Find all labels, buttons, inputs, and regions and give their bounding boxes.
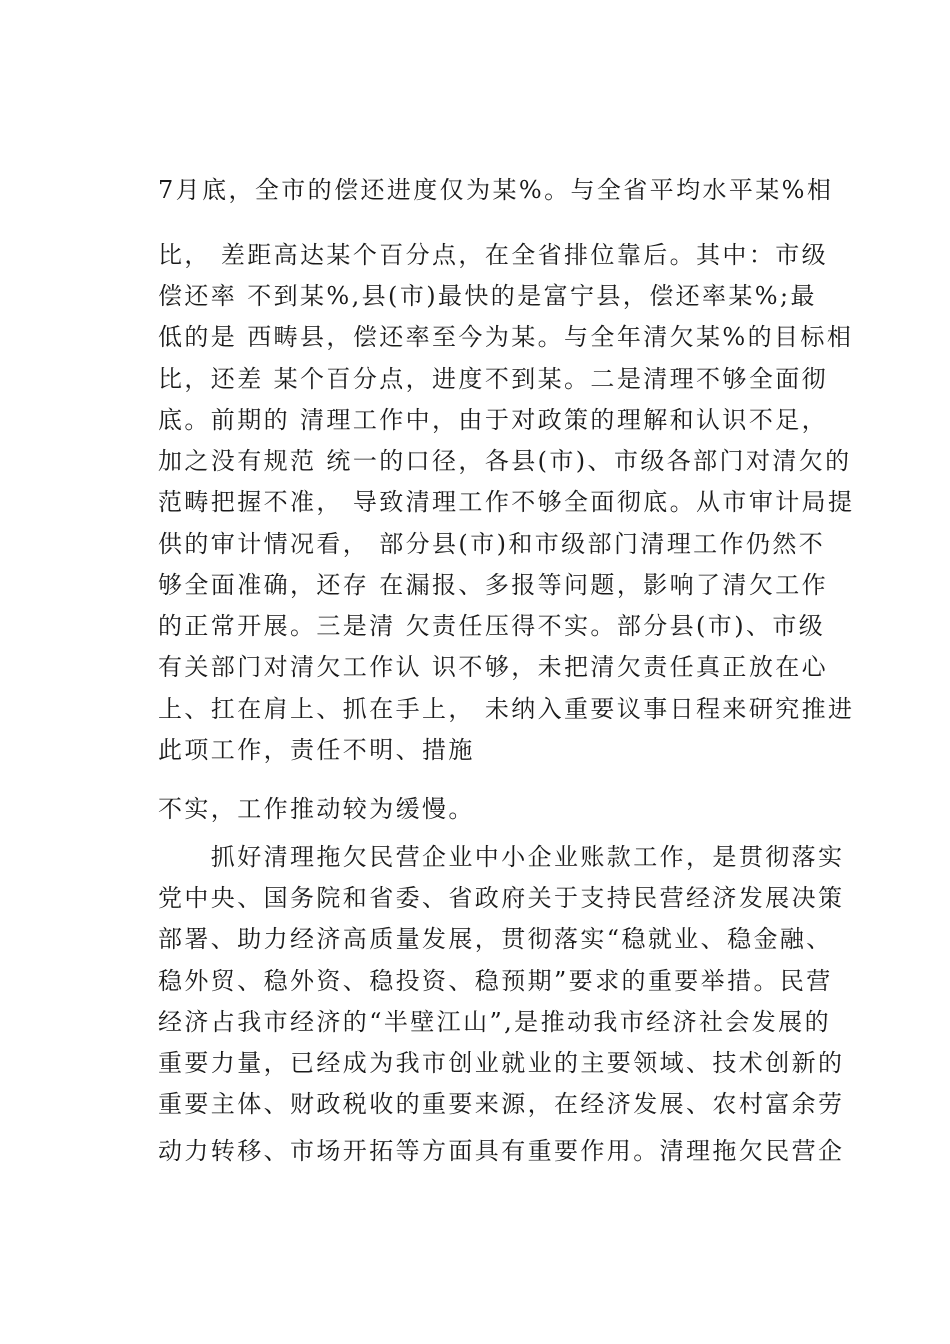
text-line: 经济占我市经济的“半壁江山”,是推动我市经济社会发展的	[158, 1008, 831, 1036]
text-line: 上、扛在肩上、抓在手上， 未纳入重要议事日程来研究推进	[158, 695, 855, 723]
text-line: 比，还差 某个百分点，进度不到某。二是清理不够全面彻	[158, 365, 829, 393]
text-line: 重要力量，已经成为我市创业就业的主要领域、技术创新的	[158, 1049, 845, 1077]
text-line: 偿还率 不到某%,县(市)最快的是富宁县，偿还率某%;最	[158, 282, 817, 310]
text-line: 加之没有规范 统一的口径，各县(市)、市级各部门对清欠的	[158, 447, 852, 475]
text-line: 低的是 西畴县，偿还率至今为某。与全年清欠某%的目标相	[158, 323, 854, 351]
text-line: 供的审计情况看， 部分县(市)和市级部门清理工作仍然不	[158, 530, 826, 558]
text-line: 部署、助力经济高质量发展，贯彻落实“稳就业、稳金融、	[158, 925, 833, 953]
text-line: 比， 差距高达某个百分点，在全省排位靠后。其中：市级	[158, 241, 829, 269]
text-line: 的正常开展。三是清 欠责任压得不实。部分县(市)、市级	[158, 612, 826, 640]
text-line: 此项工作，责任不明、措施	[158, 736, 475, 764]
text-line: 不实，工作推动较为缓慢。	[158, 795, 475, 823]
text-line: 够全面准确，还存 在漏报、多报等问题，影响了清欠工作	[158, 571, 829, 599]
text-line: 动力转移、市场开拓等方面具有重要作用。清理拖欠民营企	[158, 1137, 845, 1165]
text-line: 党中央、国务院和省委、省政府关于支持民营经济发展决策	[158, 884, 845, 912]
text-line: 7月底，全市的偿还进度仅为某%。与全省平均水平某%相	[158, 176, 834, 204]
text-line: 重要主体、财政税收的重要来源，在经济发展、农村富余劳	[158, 1090, 845, 1118]
text-line: 底。前期的 清理工作中，由于对政策的理解和认识不足，	[158, 406, 829, 434]
text-line: 范畴把握不准， 导致清理工作不够全面彻底。从市审计局提	[158, 488, 855, 516]
text-line: 有关部门对清欠工作认 识不够，未把清欠责任真正放在心	[158, 653, 829, 681]
paragraph-first-line: 抓好清理拖欠民营企业中小企业账款工作，是贯彻落实	[158, 843, 845, 871]
text-line: 稳外贸、稳外资、稳投资、稳预期”要求的重要举措。民营	[158, 967, 833, 995]
